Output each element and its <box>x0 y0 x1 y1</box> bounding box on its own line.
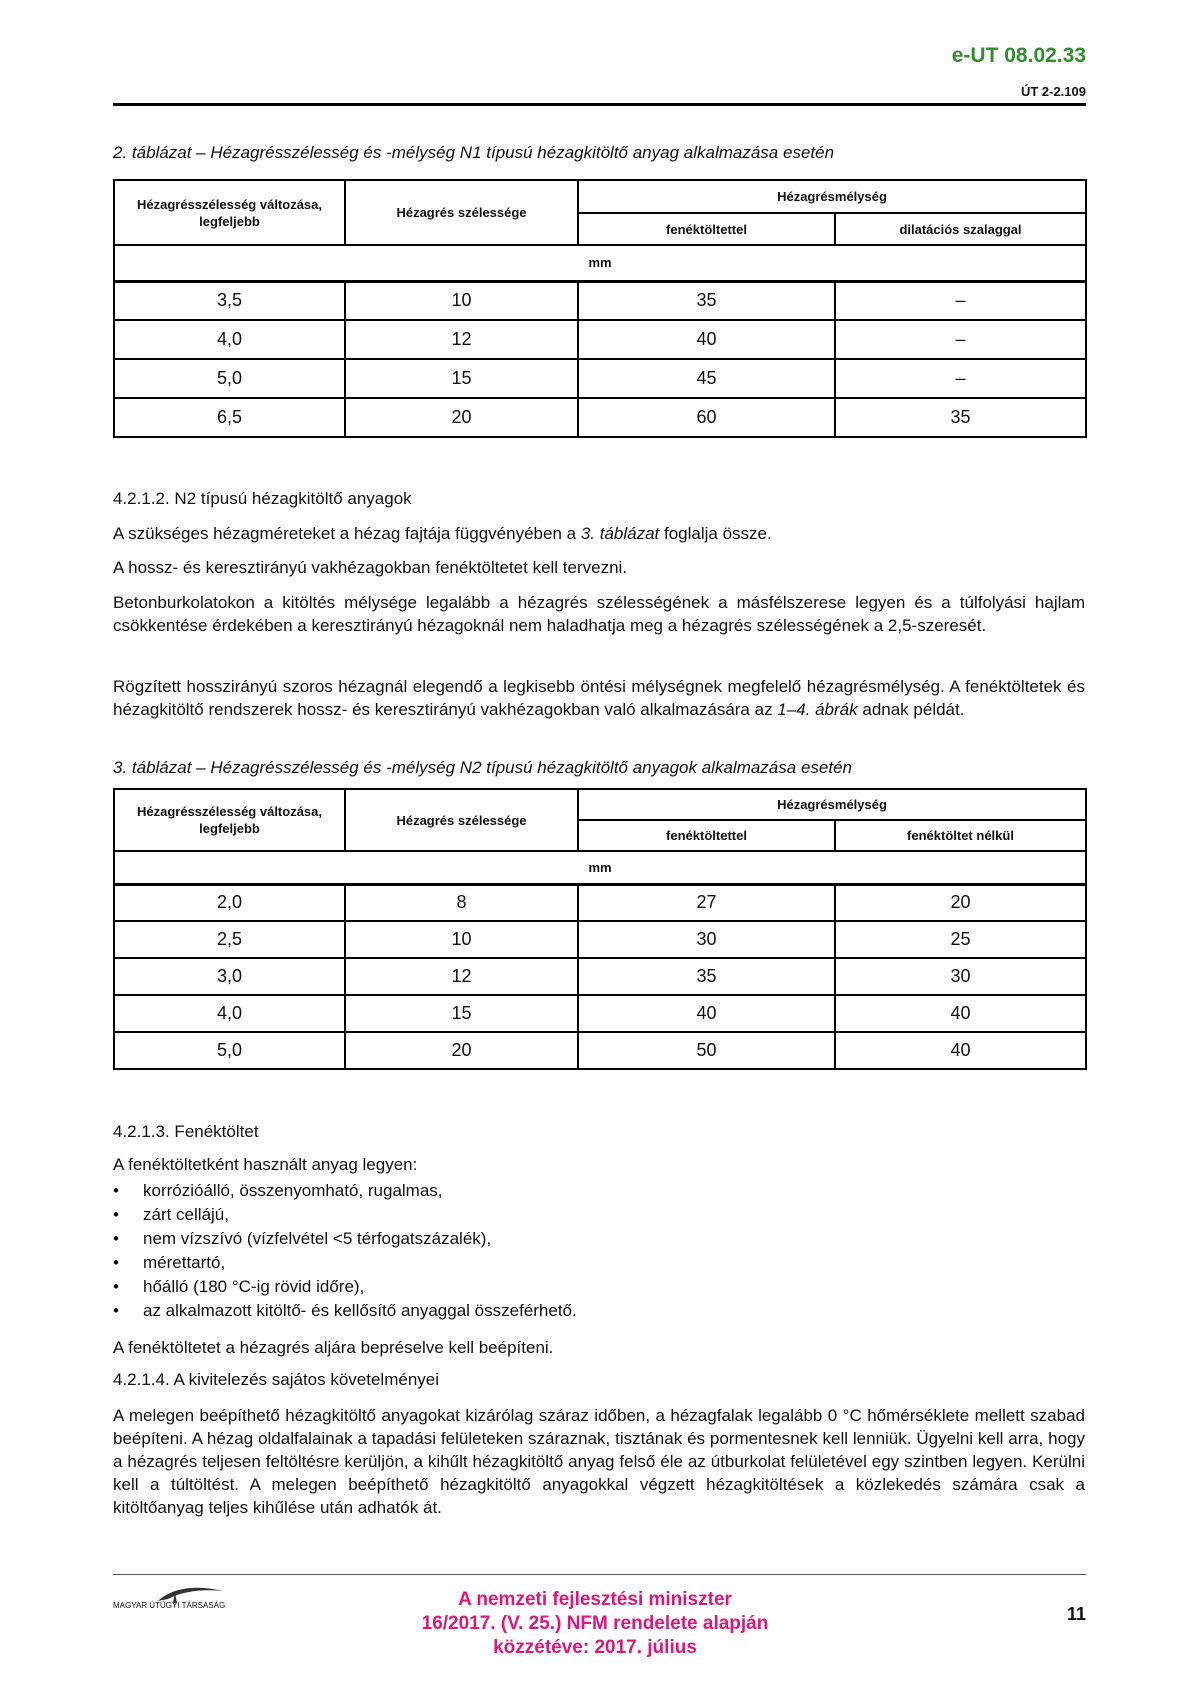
table-row <box>114 320 1086 359</box>
logo-text: MAGYAR ÚTÜGYI TÁRSASÁG <box>113 1601 226 1610</box>
section-heading-4213: 4.2.1.3. Fenéktöltet <box>113 1122 259 1141</box>
section-heading-4212: 4.2.1.2. N2 típusú hézagkitöltő anyagok <box>113 489 412 508</box>
table-cell: 30 <box>835 958 1086 995</box>
table-cell: 45 <box>578 359 835 398</box>
paragraph <box>113 522 1085 545</box>
paragraph-text: A szükséges hézagméreteket a hézag fajtája függvényében a <box>113 524 581 543</box>
table-row <box>114 359 1086 398</box>
paragraph <box>113 675 1085 721</box>
paragraph: A fenéktöltetet a hézagrés aljára bepréselve kell beépíteni. <box>113 1338 554 1357</box>
table2-caption-text: – Hézagrésszélesség és -mélység N1 típusú hézagkitöltő anyag alkalmazása esetén <box>191 143 835 162</box>
paragraph-text: foglalja össze. <box>659 524 772 543</box>
header-rule <box>113 103 1086 106</box>
table-cell: – <box>835 281 1086 320</box>
table-row <box>114 958 1086 995</box>
table-reference: 3. táblázat <box>580 524 660 543</box>
table-row <box>114 281 1086 320</box>
table-cell: 30 <box>578 921 835 958</box>
paragraph: Betonburkolatokon a kitöltés mélysége legalább a hézagrés szélességének a másfélszerese legyen és a túlfolyási hajlam csökkentése érdekében a keresztirányú hézagoknál nem haladhatja meg a hézagrés szélességének a 2,5-szeresét. <box>113 593 1085 635</box>
footer-publication-note <box>380 1588 810 1660</box>
table-cell: 6,5 <box>114 398 345 437</box>
list-item: • mérettartó, <box>113 1251 577 1275</box>
table-row <box>114 921 1086 958</box>
table-cell: 12 <box>345 320 578 359</box>
table-row <box>114 995 1086 1032</box>
publisher-logo <box>113 1583 263 1613</box>
table-row <box>114 1032 1086 1069</box>
table3-header-col2: Hézagrés szélessége <box>345 789 578 851</box>
table-row <box>114 884 1086 921</box>
list-item: • az alkalmazott kitöltő- és kellősítő anyaggal összeférhető. <box>113 1299 577 1323</box>
table-cell: 35 <box>578 958 835 995</box>
table-cell: 40 <box>578 995 835 1032</box>
list-item: • nem vízszívó (vízfelvétel <5 térfogatszázalék), <box>113 1227 577 1251</box>
table2-caption-number: 2. táblázat <box>113 143 192 162</box>
table-cell: 40 <box>578 320 835 359</box>
table3-unit-row: mm <box>114 851 1086 884</box>
document-code: e-UT 08.02.33 <box>951 44 1086 67</box>
section-heading-4214: 4.2.1.4. A kivitelezés sajátos követelményei <box>113 1370 440 1389</box>
table-cell: 5,0 <box>114 359 345 398</box>
list-item: • hőálló (180 °C-ig rövid időre), <box>113 1275 577 1299</box>
table-cell: 25 <box>835 921 1086 958</box>
table-cell: 3,5 <box>114 281 345 320</box>
table-cell: 40 <box>835 1032 1086 1069</box>
table-cell: 4,0 <box>114 320 345 359</box>
list-item: • korrózióálló, összenyomható, rugalmas, <box>113 1179 577 1203</box>
table-cell: 60 <box>578 398 835 437</box>
table-cell: – <box>835 320 1086 359</box>
footer-line-1: A nemzeti fejlesztési miniszter <box>458 1589 732 1610</box>
table3-header-col1: Hézagrésszélesség változása, legfeljebb <box>114 789 345 851</box>
figure-reference: 1–4. ábrák <box>777 700 858 719</box>
table-cell: – <box>835 359 1086 398</box>
table-cell: 15 <box>345 359 578 398</box>
table-cell: 8 <box>345 884 578 921</box>
paragraph: A melegen beépíthető hézagkitöltő anyagokat kizárólag száraz időben, a hézagfalak legalább 0 °C hőmérséklete mellett szabad beépíteni. A hézag oldalfalainak a tapadási felületeken száraznak, tisztának és pormentesnek kell lenniük. Ügyelni kell arra, hogy a hézagrés teljesen feltöltésre kerüljön, a kihűlt hézagkitöltő anyag felső éle az útburkolat felületével egy szintben legyen. Kerülni kell a túltöltést. A melegen beépíthető hézagkitöltő anyagokkal végzett hézagkitöltések a közlekedés számára csak a kitöltőanyag teljes kihűlése után adhatók át. <box>113 1406 1085 1517</box>
footer-line-2: 16/2017. (V. 25.) NFM rendelete alapján <box>421 1613 769 1634</box>
table2-header-depth: Hézagrésmélység <box>578 180 1086 213</box>
table3 <box>113 788 1087 1070</box>
footer-rule <box>113 1574 1086 1575</box>
table3-caption-text: – Hézagrésszélesség és -mélység N2 típusú hézagkitöltő anyagok alkalmazása esetén <box>191 758 852 777</box>
table2-header-col3: fenéktöltettel <box>578 213 835 245</box>
page-number: 11 <box>1066 1604 1086 1624</box>
table2 <box>113 179 1087 438</box>
table-cell: 40 <box>835 995 1086 1032</box>
paragraph: A hossz- és keresztirányú vakhézagokban fenéktöltetet kell tervezni. <box>113 558 628 577</box>
table2-header-col1: Hézagrésszélesség változása, legfeljebb <box>114 180 345 245</box>
table-cell: 35 <box>578 281 835 320</box>
table2-header-col2: Hézagrés szélessége <box>345 180 578 245</box>
table-cell: 10 <box>345 921 578 958</box>
table-cell: 20 <box>835 884 1086 921</box>
bullet-list <box>113 1179 577 1323</box>
list-item: • zárt cellájú, <box>113 1203 577 1227</box>
table-cell: 2,0 <box>114 884 345 921</box>
footer-line-3: közzétéve: 2017. július <box>493 1637 697 1658</box>
table-cell: 27 <box>578 884 835 921</box>
table-cell: 20 <box>345 398 578 437</box>
table-cell: 4,0 <box>114 995 345 1032</box>
table2-caption <box>113 143 834 163</box>
table2-unit-row: mm <box>114 245 1086 281</box>
table3-caption <box>113 758 852 778</box>
paragraph: A fenéktöltetként használt anyag legyen: <box>113 1155 418 1174</box>
table-cell: 35 <box>835 398 1086 437</box>
table-cell: 5,0 <box>114 1032 345 1069</box>
table3-caption-number: 3. táblázat <box>113 758 192 777</box>
table-cell: 20 <box>345 1032 578 1069</box>
table-cell: 15 <box>345 995 578 1032</box>
table3-header-col4: fenéktöltet nélkül <box>835 820 1086 851</box>
paragraph-text: Rögzített hosszirányú szoros hézagnál elegendő a legkisebb öntési mélységnek megfelelő hézagrésmélység. A fenéktöltetek és hézagkitöltő rendszerek hossz- és keresztirányú vakhézagokban való alkalmazására az <box>113 677 1085 719</box>
table-cell: 10 <box>345 281 578 320</box>
table3-header-depth: Hézagrésmélység <box>578 789 1086 820</box>
table-cell: 3,0 <box>114 958 345 995</box>
table3-header-col3: fenéktöltettel <box>578 820 835 851</box>
paragraph-text: adnak példát. <box>857 700 965 719</box>
table-cell: 50 <box>578 1032 835 1069</box>
table-row <box>114 398 1086 437</box>
document-subcode: ÚT 2-2.109 <box>1020 84 1086 99</box>
table2-header-col4: dilatációs szalaggal <box>835 213 1086 245</box>
table-cell: 12 <box>345 958 578 995</box>
table-cell: 2,5 <box>114 921 345 958</box>
